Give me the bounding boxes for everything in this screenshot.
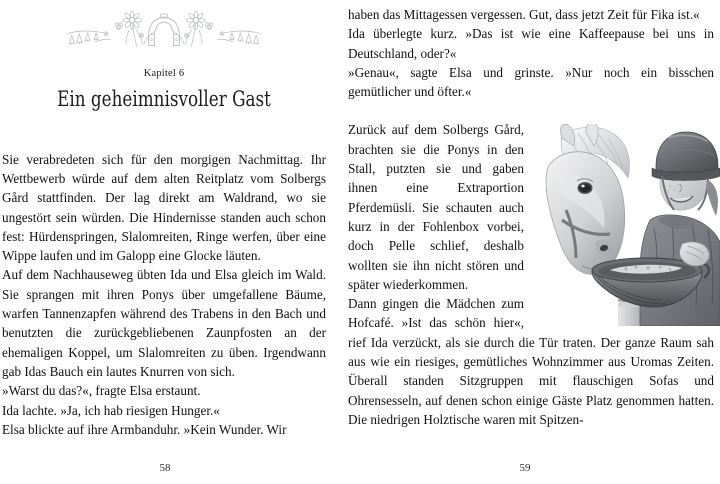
paragraph: Auf dem Nachhauseweg übten Ida und Elsa gleich im Wald. Sie sprangen mit ihren Ponys über umgefallene Bäume, warfen Tannenzapfen während des Trabens in den Bach und benutzten die zurückgebliebenen Zaunpfosten an der ehemaligen Koppel, um Slalomreiten zu üben. Irgendwann gab Idas Bauch ein lautes Knurren von sich. — [2, 267, 326, 379]
right-page-body-top — [348, 5, 714, 101]
paragraph: Ida überlegte kurz. »Das ist wie eine Kaffeepause bei uns in Deutschland, oder?« — [348, 26, 714, 61]
girl-feeding-pony-illustration — [532, 124, 720, 326]
horseshoe-with-flowers-ornament — [2, 0, 326, 62]
left-page-body — [2, 150, 326, 439]
paragraph: »Genau«, sagte Elsa und grinste. »Nur noch ein bisschen gemütlicher und öfter.« — [348, 64, 714, 100]
paragraph: »Warst du das?«, fragte Elsa erstaunt. — [2, 383, 201, 399]
paragraph: Dann gingen die Mädchen zum Hofcafé. »Ist das schön hier«, rief Ida verzückt, als sie durch die Tür traten. Der ganze Raum sah aus wie ein riesiges, gemütliches Wohnzimmer aus Uromas Zeiten. Überall standen Sitzgruppen mit flauschigen Sofas und Ohrensesseln, auf denen schon einige Gäste Platz genommen hatten. Die niedrigen Holztische waren mit Spitzen- — [348, 296, 714, 427]
paragraph: haben das Mittagessen vergessen. Gut, dass jetzt Zeit für Fika ist.« — [348, 7, 700, 22]
paragraph: Zurück auf dem Solbergs Gård, brachten sie die Ponys in den Stall, putzten sie und gaben ihnen eine Extraportion Pferdemüsli. Sie schauten auch kurz in der Fohlenbox vorbei, doch Pelle schlief, deshalb wollten sie ihn nicht stören und später wiederkommen. — [348, 122, 524, 292]
page-number: 59 — [519, 462, 531, 474]
chapter-label: Kapitel 6 — [143, 68, 185, 79]
page-number: 58 — [159, 462, 171, 474]
chapter-title: Ein geheimnisvoller Gast — [57, 86, 271, 111]
right-page-body-bottom — [348, 120, 714, 429]
left-page — [0, 0, 330, 484]
paragraph: Elsa blickte auf ihre Armbanduhr. »Kein Wunder. Wir — [2, 421, 287, 437]
paragraph: Ida lachte. »Ja, ich hab riesigen Hunger.« — [2, 402, 220, 418]
right-page — [330, 0, 720, 484]
paragraph: Sie verabredeten sich für den morgigen Nachmittag. Ihr Wettbewerb würde auf dem alten Reitplatz vom Solbergs Gård stattfinden. Der lag direkt am Waldrand, wo sie ungestört sein würden. Die Hindernisse standen auch schon fest: Hürdenspringen, Slalomreiten, Ringe werfen, über eine Wippe laufen und im Galopp eine Glocke läuten. — [2, 151, 326, 264]
